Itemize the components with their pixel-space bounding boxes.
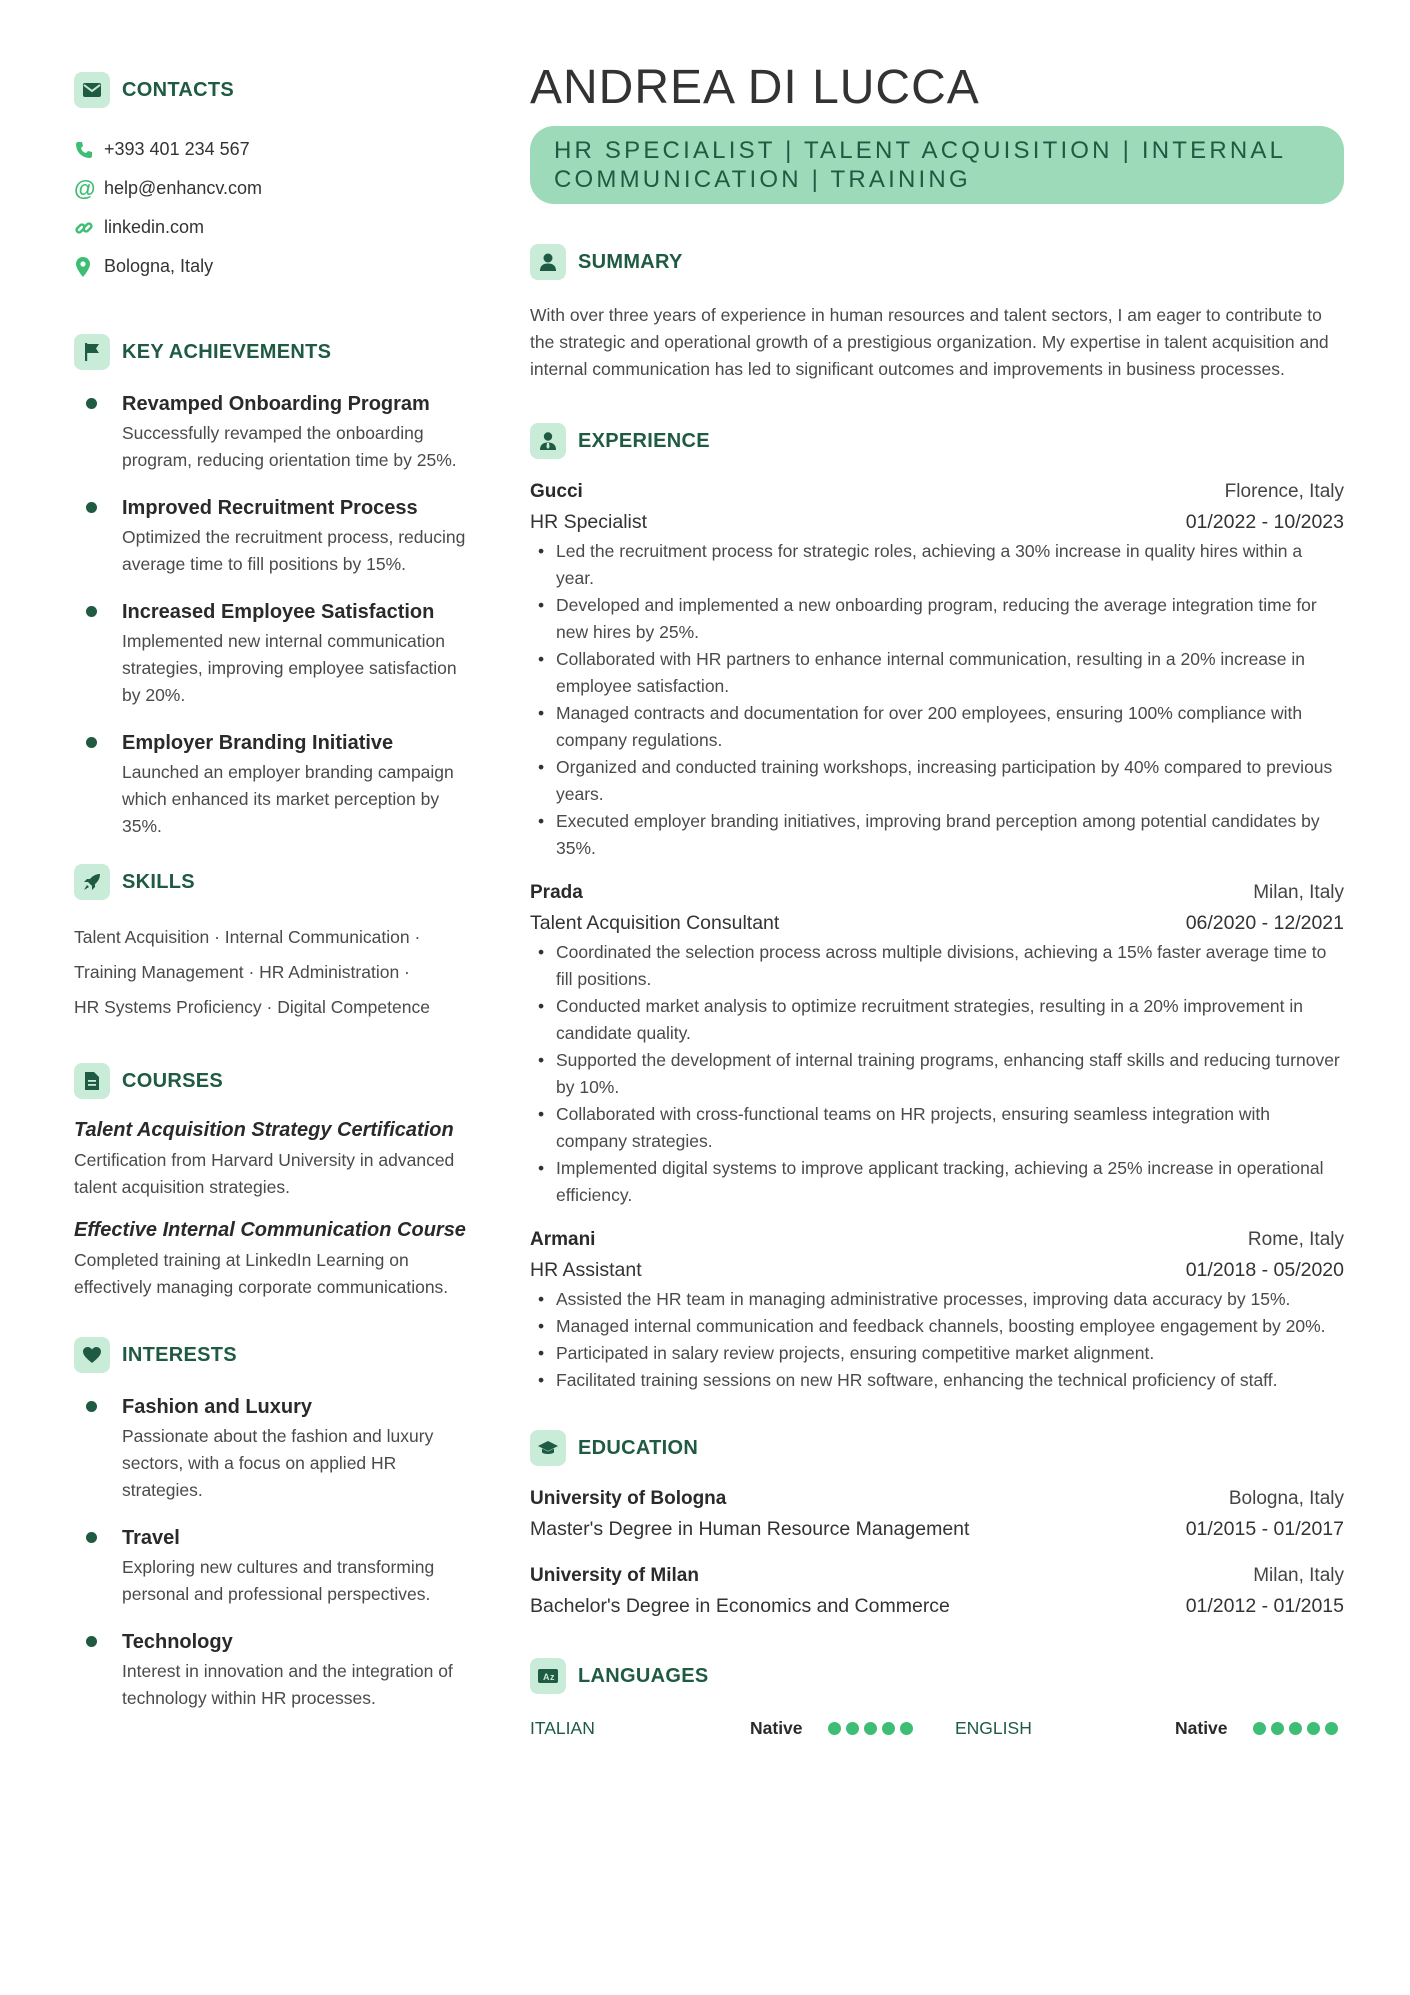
phone-icon: [74, 140, 104, 160]
achievement-description: Successfully revamped the onboarding program, reducing orientation time by 25%.: [122, 423, 457, 470]
interest-title: Fashion and Luxury: [122, 1396, 313, 1418]
list-item: [74, 1524, 474, 1608]
summary-text: With over three years of experience in human resources and talent sectors, I am eager to contribute to the strategic and operational growth of a prestigious organization. My expertise in talent acquisition and internal communication has led to significant outcomes and improvements in business processes.: [530, 305, 1329, 379]
skills-line: HR Systems Proficiency · Digital Competence: [74, 997, 430, 1017]
language-level: Native: [750, 1718, 803, 1738]
list-item: [74, 598, 474, 709]
contact-list: [74, 130, 474, 286]
job-location: Florence, Italy: [1224, 481, 1344, 502]
course-title: Effective Internal Communication Course: [74, 1219, 466, 1241]
company-name: Prada: [530, 882, 583, 903]
job-role: HR Specialist: [530, 511, 648, 533]
languages-header: [530, 1656, 1344, 1696]
section-title: CONTACTS: [122, 78, 235, 101]
bullet-dot: [86, 502, 97, 513]
graduation-cap-icon: [530, 1430, 566, 1466]
job-entry: [530, 878, 1344, 1209]
job-location: Milan, Italy: [1253, 882, 1344, 903]
at-sign-icon: @: [74, 175, 96, 201]
interest-title: Technology: [122, 1631, 233, 1653]
section-title: LANGUAGES: [578, 1664, 709, 1687]
achievement-title: Revamped Onboarding Program: [122, 393, 430, 415]
list-item: • Led the recruitment process for strategic roles, achieving a 30% increase in quality hires within a year.: [530, 538, 1344, 592]
user-tie-icon: [530, 423, 566, 459]
achievement-list: [74, 390, 474, 840]
phone-number: +393 401 234 567: [104, 139, 250, 159]
education-entry: [530, 1484, 1344, 1545]
linkedin-link: linkedin.com: [104, 217, 205, 237]
school-location: Bologna, Italy: [1228, 1488, 1344, 1509]
section-title: INTERESTS: [122, 1343, 237, 1366]
contact-location: [74, 247, 474, 286]
achievement-title: Improved Recruitment Process: [122, 497, 418, 519]
list-item: • Coordinated the selection process across multiple divisions, achieving a 15% faster average time to fill positions.: [530, 939, 1344, 993]
job-bullets: [530, 939, 1344, 1209]
degree: Bachelor's Degree in Economics and Commerce: [530, 1595, 950, 1617]
contact-linkedin[interactable]: [74, 208, 474, 247]
list-item: • Implemented digital systems to improve applicant tracking, achieving a 25% increase in operational efficiency.: [530, 1155, 1344, 1209]
list-item: • Executed employer branding initiatives, improving brand perception among potential candidates by 35%.: [530, 808, 1344, 862]
rating-dot: [882, 1722, 895, 1735]
languages-list: [530, 1718, 1344, 1739]
rating-dot: [1325, 1722, 1338, 1735]
job-dates: 01/2022 - 10/2023: [1185, 511, 1344, 533]
school-location: Milan, Italy: [1253, 1565, 1344, 1586]
course-item: [74, 1217, 474, 1301]
list-item: • Collaborated with HR partners to enhance internal communication, resulting in a 20% increase in employee satisfaction.: [530, 646, 1344, 700]
heart-icon: [74, 1337, 110, 1373]
section-title: SUMMARY: [578, 250, 683, 273]
contact-email[interactable]: [74, 169, 474, 208]
language-name: ITALIAN: [530, 1718, 595, 1738]
job-dates: 06/2020 - 12/2021: [1185, 912, 1344, 934]
svg-text:A: A: [543, 1672, 550, 1682]
company-name: Armani: [530, 1229, 596, 1250]
list-item: [74, 390, 474, 474]
rating-dot: [846, 1722, 859, 1735]
course-item: [74, 1117, 474, 1201]
skills-list: [74, 920, 484, 1025]
bullet-dot: [86, 1636, 97, 1647]
flag-icon: [74, 334, 110, 370]
course-description: Completed training at LinkedIn Learning on effectively managing corporate communications.: [74, 1250, 449, 1297]
job-role: Talent Acquisition Consultant: [530, 912, 780, 934]
envelope-icon: [74, 72, 110, 108]
education-entry: [530, 1561, 1344, 1622]
skills-header: [74, 862, 474, 902]
bullet-dot: [86, 1401, 97, 1412]
interest-description: Interest in innovation and the integration of technology within HR processes.: [122, 1661, 453, 1708]
rating-dot: [864, 1722, 877, 1735]
education-header: [530, 1428, 1344, 1468]
school-name: University of Bologna: [530, 1488, 727, 1509]
list-item: • Participated in salary review projects, ensuring competitive market alignment.: [530, 1340, 1344, 1367]
experience-header: [530, 421, 1344, 461]
rating-dot: [1271, 1722, 1284, 1735]
courses-header: [74, 1061, 474, 1101]
right-column: [530, 60, 1344, 1739]
language-icon: [530, 1658, 566, 1694]
language-rating: [1253, 1722, 1338, 1735]
school-name: University of Milan: [530, 1565, 699, 1586]
bullet-dot: [86, 398, 97, 409]
list-item: • Managed contracts and documentation for over 200 employees, ensuring 100% compliance with company regulations.: [530, 700, 1344, 754]
list-item: • Supported the development of internal training programs, enhancing staff skills and reducing turnover by 10%.: [530, 1047, 1344, 1101]
list-item: • Conducted market analysis to optimize recruitment strategies, resulting in a 20% improvement in candidate quality.: [530, 993, 1344, 1047]
rocket-icon: [74, 864, 110, 900]
section-title: EDUCATION: [578, 1436, 699, 1459]
interests-header: [74, 1335, 474, 1375]
education-dates: 01/2012 - 01/2015: [1185, 1595, 1344, 1617]
course-title: Talent Acquisition Strategy Certification: [74, 1119, 454, 1141]
summary-header: [530, 242, 1344, 282]
bullet-dot: [86, 606, 97, 617]
job-bullets: [530, 1286, 1344, 1394]
rating-dot: [828, 1722, 841, 1735]
job-entry: [530, 477, 1344, 862]
job-entry: [530, 1225, 1344, 1394]
list-item: • Managed internal communication and feedback channels, boosting employee engagement by 20%.: [530, 1313, 1344, 1340]
rating-dot: [1253, 1722, 1266, 1735]
skills-line: Training Management · HR Administration ·: [74, 962, 410, 982]
list-item: [74, 1393, 474, 1504]
user-icon: [530, 244, 566, 280]
skills-line: Talent Acquisition · Internal Communication ·: [74, 927, 421, 947]
location-pin-icon: [74, 256, 104, 278]
link-icon: [74, 218, 104, 238]
job-dates: 01/2018 - 05/2020: [1185, 1259, 1344, 1281]
language-rating: [828, 1722, 913, 1735]
section-title: KEY ACHIEVEMENTS: [122, 340, 332, 363]
education-dates: 01/2015 - 01/2017: [1185, 1518, 1344, 1540]
achievements-header: [74, 332, 474, 372]
document-icon: [74, 1063, 110, 1099]
achievement-title: Increased Employee Satisfaction: [122, 601, 435, 623]
section-title: EXPERIENCE: [578, 429, 710, 452]
location-text: Bologna, Italy: [104, 256, 214, 276]
list-item: • Collaborated with cross-functional teams on HR projects, ensuring seamless integration with company strategies.: [530, 1101, 1344, 1155]
language-level: Native: [1175, 1718, 1228, 1738]
list-item: • Assisted the HR team in managing administrative processes, improving data accuracy by 15%.: [530, 1286, 1344, 1313]
svg-text:z: z: [550, 1672, 555, 1682]
achievement-description: Optimized the recruitment process, reducing average time to fill positions by 15%.: [122, 527, 466, 574]
list-item: • Developed and implemented a new onboarding program, reducing the average integration time for new hires by 25%.: [530, 592, 1344, 646]
bullet-dot: [86, 737, 97, 748]
list-item: [74, 729, 474, 840]
headline-banner: HR SPECIALIST | TALENT ACQUISITION | INTERNAL COMMUNICATION | TRAINING: [530, 126, 1344, 204]
rating-dot: [1307, 1722, 1320, 1735]
email-address: help@enhancv.com: [104, 178, 263, 198]
list-item: [74, 494, 474, 578]
achievement-description: Implemented new internal communication strategies, improving employee satisfaction by 20%.: [122, 631, 457, 705]
course-description: Certification from Harvard University in advanced talent acquisition strategies.: [74, 1150, 455, 1197]
interest-description: Exploring new cultures and transforming personal and professional perspectives.: [122, 1557, 435, 1604]
interest-title: Travel: [122, 1527, 180, 1549]
section-title: COURSES: [122, 1069, 224, 1092]
interest-description: Passionate about the fashion and luxury sectors, with a focus on applied HR strategies.: [122, 1426, 434, 1500]
section-title: SKILLS: [122, 870, 195, 893]
degree: Master's Degree in Human Resource Management: [530, 1518, 970, 1540]
contacts-header: [74, 70, 474, 110]
job-bullets: [530, 538, 1344, 862]
left-column: [74, 70, 474, 1732]
bullet-dot: [86, 1532, 97, 1543]
achievement-description: Launched an employer branding campaign which enhanced its market perception by 35%.: [122, 762, 454, 836]
company-name: Gucci: [530, 481, 583, 502]
list-item: [74, 1628, 474, 1712]
interest-list: [74, 1393, 474, 1712]
language-name: ENGLISH: [955, 1718, 1032, 1738]
job-role: HR Assistant: [530, 1259, 642, 1281]
candidate-name: ANDREA DI LUCCA: [530, 61, 980, 114]
job-location: Rome, Italy: [1247, 1229, 1344, 1250]
rating-dot: [1289, 1722, 1302, 1735]
list-item: • Organized and conducted training workshops, increasing participation by 40% compared to previous years.: [530, 754, 1344, 808]
achievement-title: Employer Branding Initiative: [122, 732, 394, 754]
rating-dot: [900, 1722, 913, 1735]
contact-phone[interactable]: [74, 130, 474, 169]
list-item: • Facilitated training sessions on new HR software, enhancing the technical proficiency of staff.: [530, 1367, 1344, 1394]
